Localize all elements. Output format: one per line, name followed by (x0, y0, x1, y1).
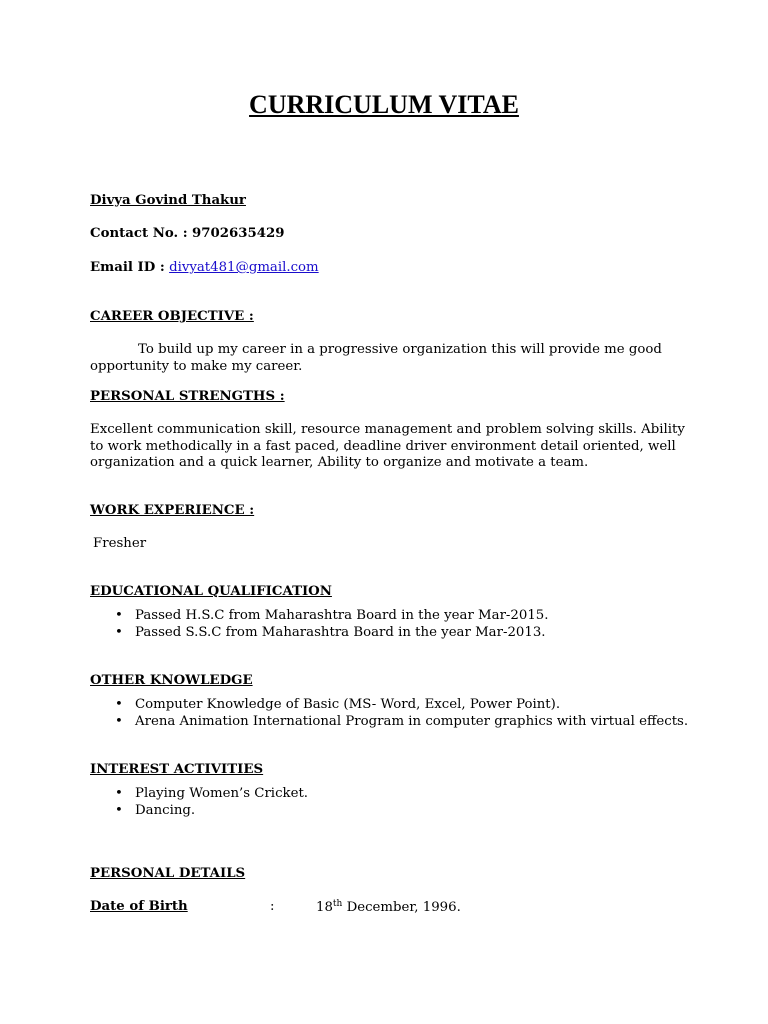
document-title: CURRICULUM VITAE (249, 90, 519, 119)
list-item: • Passed H.S.C from Maharashtra Board in the year Mar-2015. (90, 607, 549, 624)
dob-day: 18 (316, 900, 333, 915)
other-knowledge-list (90, 696, 688, 730)
list-item: • Passed S.S.C from Maharashtra Board in the year Mar-2013. (90, 624, 549, 641)
personal-details-heading: PERSONAL DETAILS (90, 866, 246, 881)
list-item: • Playing Women’s Cricket. (90, 785, 308, 802)
contact-line (90, 226, 284, 241)
dob-separator: : (270, 899, 275, 914)
list-item: • Arena Animation International Program in computer graphics with virtual effects. (90, 713, 688, 730)
other-knowledge-heading: OTHER KNOWLEDGE (90, 673, 253, 688)
career-objective-heading: CAREER OBJECTIVE : (90, 309, 254, 324)
dob-rest: December, 1996. (342, 900, 461, 915)
education-list (90, 607, 549, 641)
dob-suffix: th (332, 899, 343, 909)
interests-list (90, 785, 308, 819)
contact-label: Contact No. : (90, 226, 188, 241)
email-link[interactable]: divyat481@gmail.com (169, 260, 319, 275)
education-heading: EDUCATIONAL QUALIFICATION (90, 584, 332, 599)
personal-strengths-text: Excellent communication skill, resource management and problem solving skills. Ability to work methodically in a fast paced, deadline driver environment detail oriented, well organization and a quick learner, Ability to organize and motivate a team. (90, 422, 685, 470)
email-line (90, 260, 319, 275)
dob-value (316, 899, 461, 915)
interests-heading: INTEREST ACTIVITIES (90, 762, 264, 777)
list-item: • Computer Knowledge of Basic (MS- Word, Excel, Power Point). (90, 696, 688, 713)
dob-label: Date of Birth (90, 899, 188, 914)
email-label: Email ID : (90, 260, 165, 275)
work-experience-text: Fresher (93, 536, 147, 551)
personal-strengths-heading: PERSONAL STRENGTHS : (90, 389, 285, 404)
contact-value: 9702635429 (191, 226, 285, 241)
list-item: • Dancing. (90, 802, 308, 819)
candidate-name: Divya Govind Thakur (90, 193, 246, 208)
work-experience-heading: WORK EXPERIENCE : (90, 503, 255, 518)
career-objective-text: To build up my career in a progressive organization this will provide me good opportunity to make my career. (90, 342, 662, 374)
